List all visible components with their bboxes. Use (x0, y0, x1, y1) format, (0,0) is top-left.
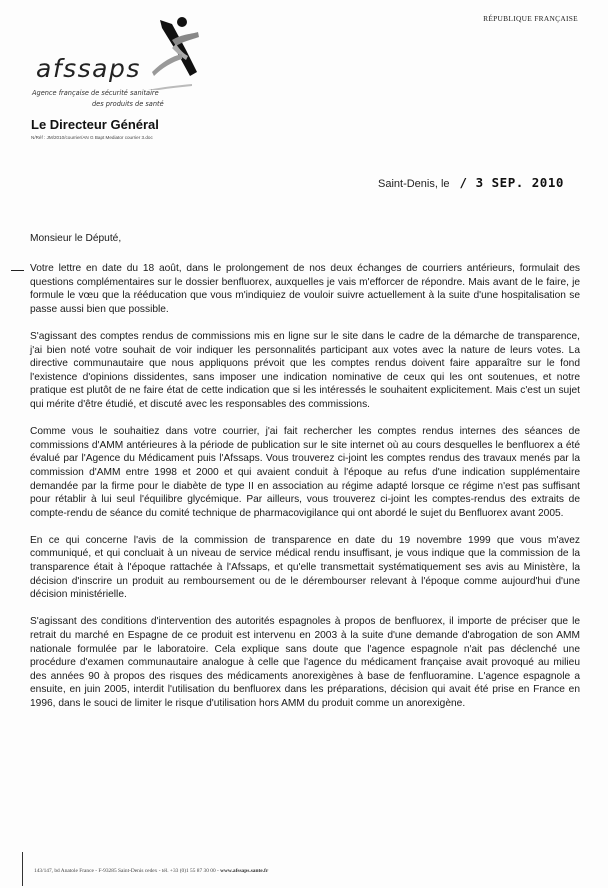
running-figure-icon (142, 10, 222, 90)
letter-body (30, 262, 580, 724)
footer-divider (22, 852, 23, 886)
date-stamp: / 3 SEP. 2010 (459, 175, 564, 190)
logo-wordmark: afssaps (36, 54, 141, 83)
paragraph: En ce qui concerne l'avis de la commission de transparence en date du 19 novembre 1999 que vous m'avez communiqué, et qui concluait à un niveau de service médical rendu insuffisant, je vous indique que la commission de la transparence était à l'époque rattachée à l'Afssaps, et qu'elle transmettait systématiquement ses avis au Ministère, la décision d'inscrire un produit au remboursement ou de le dérembourser relevant à l'époque comme aujourd'hui d'une décision ministérielle. (30, 534, 580, 601)
agency-name-line1: Agence française de sécurité sanitaire (32, 89, 159, 97)
footer-address: 143/147, bd Anatole France - F-93285 Saint-Denis cedex - tél. +33 (0)1 55 87 30 00 - (34, 868, 221, 874)
footer-website: www.afssaps.sante.fr (220, 868, 269, 874)
place-label: Saint-Denis, le (378, 178, 450, 190)
dateline (378, 174, 564, 192)
director-title: Le Directeur Général (31, 117, 159, 132)
paragraph: Votre lettre en date du 18 août, dans le prolongement de nos deux échanges de courriers antérieurs, formulait des questions complémentaires sur le dossier benfluorex, auxquelles je vais m'efforcer de répondre. Mais avant de le faire, je formule le vœu que la rééducation que vous m'indiquiez de vouloir suivre actuellement à la suite d'une hospitalisation se passe aussi bien que possible. (30, 263, 580, 315)
paragraph: S'agissant des comptes rendus de commissions mis en ligne sur le site dans le cadre de la démarche de transparence, j'ai bien noté votre souhait de voir indiquer les personnalités participant aux votes avec la nature de leurs votes. La directive communautaire que nous appliquons prévoit que les comptes rendus doivent faire apparaître sur le fond l'existence d'opinions dissidentes, sans imposer une indication nominative de ceux qui les ont soutenues, et notre pratique est plutôt de ne faire état de cette indication que si les intéressés le souhaitent explicitement. Mais c'est un sujet qui mérite d'être étudié, et discuté avec les responsables des commissions. (30, 330, 580, 410)
salutation: Monsieur le Député, (30, 233, 122, 244)
margin-mark (11, 270, 24, 271)
republique-francaise-header: RÉPUBLIQUE FRANÇAISE (483, 14, 578, 23)
paragraph: S'agissant des conditions d'intervention des autorités espagnoles à propos de benfluorex, il importe de préciser que le retrait du marché en Espagne de ce produit est intervenu en 2003 à la suite d'une demande d'abrogation de son AMM nationale formulée par le laboratoire. Cela explique sans doute que l'agence espagnole n'ait pas déclenché une procédure d'examen communautaire analogue à celle que l'agence du médicament française avait provoqué au milieu des années 90 à propos des risques des médicaments anorexigènes à base de fenfluoramine. L'agence espagnole a ensuite, en juin 2005, interdit l'utilisation du benfluorex dans les préparations, décision qui avait été prise en France en 1996, dans le souci de limiter le risque d'utilisation hors AMM du produit comme un anorexigène. (30, 616, 580, 709)
reference-line: N/Réf : JM/2010/courrier/AN G Bapt Mediator courrier 3.doc (31, 135, 153, 140)
footer (34, 868, 268, 874)
agency-name-line2: des produits de santé (92, 100, 164, 108)
paragraph: Comme vous le souhaitiez dans votre courrier, j'ai fait rechercher les comptes rendus internes des séances de commissions d'AMM antérieures à la période de publication sur le site internet où au cours desquelles le benfluorex a été évalué par l'Agence du Médicament puis l'Afssaps. Vous trouverez ci-joint les comptes rendus des travaux menés par la commission d'AMM entre 1998 et 2000 et qui avaient conduit à l'époque au refus d'une indication supplémentaire demandée par la firme pour le diabète de type II en association au régime adapté lorsque ce régime n'est pas suffisant pour rétablir à lui seul l'équilibre glycémique. Par ailleurs, vous trouverez ci-joint les comptes-rendus des extraits de compte-rendu de séance du comité technique de pharmacovigilance qui ont abordé le sujet du Benfluorex avant 2005. (30, 426, 580, 519)
